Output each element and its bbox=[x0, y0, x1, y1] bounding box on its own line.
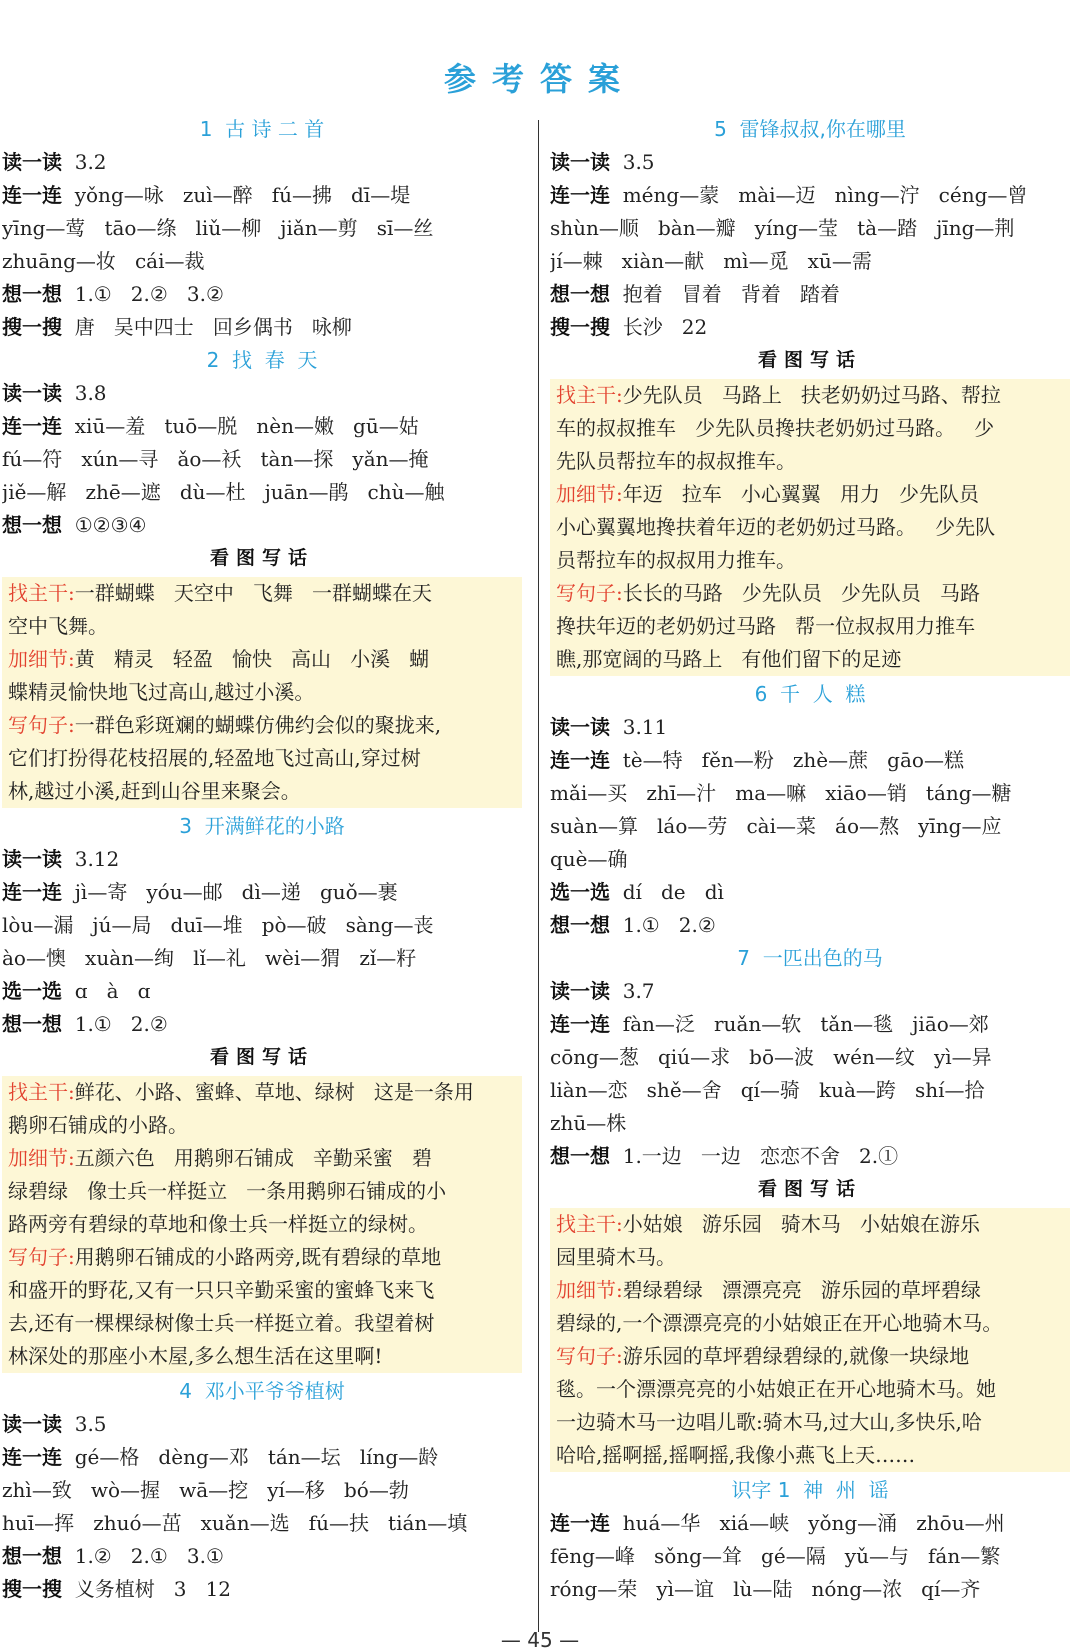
item-label: 连一连 bbox=[2, 414, 62, 438]
box-line bbox=[556, 1307, 1064, 1340]
box-text: 车的叔叔推车 少先队员搀扶老奶奶过马路。 少 bbox=[556, 416, 995, 440]
answer-line bbox=[550, 744, 1070, 777]
item-text: 1.① 2.② 3.② bbox=[74, 282, 224, 306]
answer-line bbox=[2, 311, 522, 344]
answer-line bbox=[2, 1408, 522, 1441]
section-heading: 4 邓小平爷爷植树 bbox=[179, 1379, 345, 1403]
step-label: 写句子: bbox=[8, 1245, 75, 1269]
answer-line bbox=[550, 975, 1070, 1008]
item-label: 连一连 bbox=[2, 183, 62, 207]
box-line bbox=[8, 1142, 516, 1175]
step-label: 写句子: bbox=[556, 1344, 623, 1368]
box-line bbox=[8, 676, 516, 709]
answer-line bbox=[550, 311, 1070, 344]
box-line bbox=[556, 1274, 1064, 1307]
box-text: 一边骑木马一边唱儿歌:骑木马,过大山,多快乐,哈 bbox=[556, 1410, 982, 1434]
item-text: 3.11 bbox=[622, 715, 668, 739]
answer-line bbox=[550, 1140, 1070, 1173]
answer-line bbox=[2, 179, 522, 212]
box-text: 五颜六色 用鹅卵石铺成 辛勤采蜜 碧 bbox=[74, 1146, 432, 1170]
box-line bbox=[556, 577, 1064, 610]
box-line bbox=[8, 742, 516, 775]
item-text: fàn—泛 ruǎn—软 tǎn—毯 jiāo—郊 bbox=[622, 1012, 989, 1036]
writing-answer-box bbox=[550, 1208, 1070, 1472]
box-line bbox=[8, 1175, 516, 1208]
box-text: 年迈 拉车 小心翼翼 用力 少先队员 bbox=[622, 482, 980, 506]
item-text: 唐 吴中四士 回乡偶书 咏柳 bbox=[74, 315, 352, 339]
box-line bbox=[8, 1109, 516, 1142]
box-text: 毯。一个漂漂亮亮的小姑娘正在开心地骑木马。她 bbox=[556, 1377, 996, 1401]
section-heading: 5 雷锋叔叔,你在哪里 bbox=[714, 117, 906, 141]
box-line bbox=[556, 478, 1064, 511]
answer-line bbox=[2, 1573, 522, 1606]
item-text: zhū—株 bbox=[550, 1111, 627, 1135]
step-label: 加细节: bbox=[556, 482, 623, 506]
box-line bbox=[8, 709, 516, 742]
box-line bbox=[556, 1241, 1064, 1274]
answer-line bbox=[2, 1474, 522, 1507]
answer-line bbox=[550, 212, 1070, 245]
item-text: shùn—顺 bàn—瓣 yíng—莹 tà—踏 jīng—荆 bbox=[550, 216, 1015, 240]
item-text: fēng—峰 sǒng—耸 gé—隔 yǔ—与 fán—繁 bbox=[550, 1544, 1001, 1568]
item-text: 长沙 22 bbox=[622, 315, 708, 339]
box-text: 鲜花、小路、蜜蜂、草地、绿树 这是一条用 bbox=[74, 1080, 474, 1104]
box-line bbox=[8, 1076, 516, 1109]
item-text: fú—符 xún—寻 ǎo—袄 tàn—探 yǎn—掩 bbox=[2, 447, 429, 471]
box-text: 用鹅卵石铺成的小路两旁,既有碧绿的草地 bbox=[74, 1245, 442, 1269]
item-text: yīng—莺 tāo—绦 liǔ—柳 jiǎn—剪 sī—丝 bbox=[2, 216, 434, 240]
box-text: 先队员帮拉车的叔叔推车。 bbox=[556, 449, 796, 473]
box-line bbox=[556, 511, 1064, 544]
box-text: 碧绿的,一个漂漂亮亮的小姑娘正在开心地骑木马。 bbox=[556, 1311, 1003, 1335]
answer-line bbox=[2, 1540, 522, 1573]
item-label: 选一选 bbox=[2, 979, 62, 1003]
step-label: 加细节: bbox=[556, 1278, 623, 1302]
section-heading: 7 一匹出色的马 bbox=[737, 946, 883, 970]
item-text: 3.12 bbox=[74, 847, 120, 871]
box-text: 碧绿碧绿 漂漂亮亮 游乐园的草坪碧绿 bbox=[622, 1278, 981, 1302]
answer-line bbox=[550, 876, 1070, 909]
item-text: huī—挥 zhuó—茁 xuǎn—选 fú—扶 tián—填 bbox=[2, 1511, 468, 1535]
answer-line bbox=[550, 1507, 1070, 1540]
item-text: lòu—漏 jú—局 duī—堆 pò—破 sàng—丧 bbox=[2, 913, 434, 937]
box-line bbox=[556, 1208, 1064, 1241]
answer-line bbox=[550, 1074, 1070, 1107]
step-label: 找主干: bbox=[8, 581, 75, 605]
answer-line bbox=[2, 377, 522, 410]
box-text: 路两旁有碧绿的草地和像士兵一样挺立的绿树。 bbox=[8, 1212, 428, 1236]
column-divider bbox=[538, 120, 539, 1632]
item-text: ①②③④ bbox=[74, 513, 147, 537]
item-text: cōng—葱 qiú—求 bō—波 wén—纹 yì—异 bbox=[550, 1045, 992, 1069]
item-text: jí—棘 xiàn—献 mì—觅 xū—需 bbox=[550, 249, 872, 273]
answer-line bbox=[550, 1008, 1070, 1041]
box-line bbox=[8, 1208, 516, 1241]
item-label: 搜一搜 bbox=[2, 1577, 62, 1601]
box-line bbox=[8, 643, 516, 676]
answer-line bbox=[2, 1008, 522, 1041]
box-line bbox=[556, 379, 1064, 412]
answer-line bbox=[2, 975, 522, 1008]
box-text: 一群蝴蝶 天空中 飞舞 一群蝴蝶在天 bbox=[74, 581, 432, 605]
writing-title: 看图写话 bbox=[757, 1178, 862, 1200]
box-text: 绿碧绿 像士兵一样挺立 一条用鹅卵石铺成的小 bbox=[8, 1179, 447, 1203]
item-label: 想一想 bbox=[2, 282, 62, 306]
item-text: 3.5 bbox=[622, 150, 655, 174]
answer-line bbox=[550, 1540, 1070, 1573]
item-label: 连一连 bbox=[550, 748, 610, 772]
box-line bbox=[8, 577, 516, 610]
box-line bbox=[556, 412, 1064, 445]
answer-line bbox=[2, 410, 522, 443]
item-text: jì—寄 yóu—邮 dì—递 guǒ—裹 bbox=[74, 880, 398, 904]
item-text: yǒng—咏 zuì—醉 fú—拂 dī—堤 bbox=[74, 183, 411, 207]
answer-line bbox=[2, 443, 522, 476]
answer-line bbox=[550, 179, 1070, 212]
item-text: xiū—羞 tuō—脱 nèn—嫩 gū—姑 bbox=[74, 414, 419, 438]
item-text: 1.一边 一边 恋恋不舍 2.① bbox=[622, 1144, 899, 1168]
item-text: tè—特 fěn—粉 zhè—蔗 gāo—糕 bbox=[622, 748, 964, 772]
item-label: 想一想 bbox=[2, 1012, 62, 1036]
page-number: — 45 — bbox=[500, 1628, 580, 1652]
item-label: 连一连 bbox=[2, 1445, 62, 1469]
writing-title: 看图写话 bbox=[757, 349, 862, 371]
item-text: zhì—致 wò—握 wā—挖 yí—移 bó—勃 bbox=[2, 1478, 409, 1502]
item-label: 读一读 bbox=[550, 979, 610, 1003]
item-text: 3.5 bbox=[74, 1412, 107, 1436]
writing-answer-box bbox=[550, 379, 1070, 676]
item-label: 搜一搜 bbox=[2, 315, 62, 339]
item-label: 想一想 bbox=[2, 1544, 62, 1568]
item-text: zhuāng—妆 cái—裁 bbox=[2, 249, 205, 273]
box-line bbox=[8, 1274, 516, 1307]
writing-title: 看图写话 bbox=[209, 1046, 314, 1068]
item-label: 选一选 bbox=[550, 880, 610, 904]
writing-title: 看图写话 bbox=[209, 547, 314, 569]
step-label: 加细节: bbox=[8, 1146, 75, 1170]
step-label: 写句子: bbox=[556, 581, 623, 605]
answer-line bbox=[550, 843, 1070, 876]
left-column bbox=[2, 113, 522, 1606]
answer-line bbox=[2, 245, 522, 278]
box-text: 去,还有一棵棵绿树像士兵一样挺立着。我望着树 bbox=[8, 1311, 435, 1335]
answer-line bbox=[2, 876, 522, 909]
box-line bbox=[8, 775, 516, 808]
item-label: 连一连 bbox=[2, 880, 62, 904]
answer-line bbox=[550, 245, 1070, 278]
box-text: 黄 精灵 轻盈 愉快 高山 小溪 蝴 bbox=[74, 647, 430, 671]
item-label: 想一想 bbox=[550, 282, 610, 306]
box-text: 哈哈,摇啊摇,摇啊摇,我像小燕飞上天…… bbox=[556, 1443, 916, 1467]
item-label: 想一想 bbox=[2, 513, 62, 537]
writing-answer-box bbox=[2, 1076, 522, 1373]
item-label: 读一读 bbox=[2, 150, 62, 174]
box-text: 员帮拉车的叔叔用力推车。 bbox=[556, 548, 796, 572]
step-label: 找主干: bbox=[556, 383, 623, 407]
box-line bbox=[556, 610, 1064, 643]
answer-line bbox=[2, 278, 522, 311]
answer-line bbox=[550, 1573, 1070, 1606]
item-label: 想一想 bbox=[550, 1144, 610, 1168]
box-text: 空中飞舞。 bbox=[8, 614, 108, 638]
item-text: jiě—解 zhē—遮 dù—杜 juān—鹃 chù—触 bbox=[2, 480, 445, 504]
step-label: 找主干: bbox=[8, 1080, 75, 1104]
box-text: 林,越过小溪,赶到山谷里来聚会。 bbox=[8, 779, 301, 803]
item-text: 义务植树 3 12 bbox=[74, 1577, 232, 1601]
answer-line bbox=[2, 476, 522, 509]
section-heading: 识字 1 神 州 谣 bbox=[731, 1478, 889, 1502]
box-text: 蝶精灵愉快地飞过高山,越过小溪。 bbox=[8, 680, 315, 704]
item-text: què—确 bbox=[550, 847, 628, 871]
box-text: 林深处的那座小木屋,多么想生活在这里啊! bbox=[8, 1344, 383, 1368]
box-line bbox=[556, 445, 1064, 478]
step-label: 加细节: bbox=[8, 647, 75, 671]
box-line bbox=[556, 643, 1064, 676]
item-text: suàn—算 láo—劳 cài—菜 áo—熬 yīng—应 bbox=[550, 814, 1002, 838]
box-line bbox=[556, 1406, 1064, 1439]
box-line bbox=[8, 610, 516, 643]
answer-line bbox=[2, 1441, 522, 1474]
box-text: 小心翼翼地搀扶着年迈的老奶奶过马路。 少先队 bbox=[556, 515, 996, 539]
answer-line bbox=[550, 278, 1070, 311]
box-text: 瞧,那宽阔的马路上 有他们留下的足迹 bbox=[556, 647, 902, 671]
page-title: 参考答案 bbox=[443, 60, 636, 98]
answer-line bbox=[550, 909, 1070, 942]
item-label: 读一读 bbox=[550, 715, 610, 739]
answer-line bbox=[2, 1507, 522, 1540]
answer-line bbox=[2, 843, 522, 876]
section-heading: 2 找 春 天 bbox=[206, 348, 318, 372]
answer-line bbox=[2, 212, 522, 245]
item-text: 1.① 2.② bbox=[74, 1012, 168, 1036]
item-text: ɑ à ɑ bbox=[74, 979, 151, 1003]
item-text: 3.2 bbox=[74, 150, 107, 174]
item-text: 1.② 2.① 3.① bbox=[74, 1544, 224, 1568]
step-label: 找主干: bbox=[556, 1212, 623, 1236]
item-text: huá—华 xiá—峡 yǒng—涌 zhōu—州 bbox=[622, 1511, 1005, 1535]
item-label: 读一读 bbox=[2, 1412, 62, 1436]
item-text: 1.① 2.② bbox=[622, 913, 716, 937]
answer-line bbox=[550, 711, 1070, 744]
answer-line bbox=[550, 1041, 1070, 1074]
box-line bbox=[556, 1340, 1064, 1373]
box-line bbox=[8, 1307, 516, 1340]
item-text: dí de dì bbox=[622, 880, 724, 904]
box-text: 和盛开的野花,又有一只只辛勤采蜜的蜜蜂飞来飞 bbox=[8, 1278, 435, 1302]
item-text: liàn—恋 shě—舍 qí—骑 kuà—跨 shí—拾 bbox=[550, 1078, 985, 1102]
box-line bbox=[8, 1241, 516, 1274]
answer-line bbox=[550, 146, 1070, 179]
item-label: 连一连 bbox=[550, 183, 610, 207]
section-heading: 6 千 人 糕 bbox=[754, 682, 866, 706]
box-line bbox=[556, 1439, 1064, 1472]
item-text: mǎi—买 zhī—汁 ma—嘛 xiāo—销 táng—糖 bbox=[550, 781, 1012, 805]
item-label: 读一读 bbox=[2, 381, 62, 405]
box-text: 小姑娘 游乐园 骑木马 小姑娘在游乐 bbox=[622, 1212, 980, 1236]
section-heading: 3 开满鲜花的小路 bbox=[179, 814, 345, 838]
item-text: róng—荣 yì—谊 lù—陆 nóng—浓 qí—齐 bbox=[550, 1577, 981, 1601]
item-text: 3.7 bbox=[622, 979, 655, 1003]
answer-line bbox=[550, 1107, 1070, 1140]
box-text: 少先队员 马路上 扶老奶奶过马路、帮拉 bbox=[622, 383, 1001, 407]
box-text: 一群色彩斑斓的蝴蝶仿佛约会似的聚拢来, bbox=[74, 713, 442, 737]
item-text: 3.8 bbox=[74, 381, 107, 405]
answer-line bbox=[550, 810, 1070, 843]
box-text: 游乐园的草坪碧绿碧绿的,就像一块绿地 bbox=[622, 1344, 970, 1368]
answer-line bbox=[2, 146, 522, 179]
item-text: 抱着 冒着 背着 踏着 bbox=[622, 282, 840, 306]
item-text: méng—蒙 mài—迈 nìng—泞 céng—曾 bbox=[622, 183, 1028, 207]
box-line bbox=[556, 1373, 1064, 1406]
answer-line bbox=[2, 942, 522, 975]
item-text: gé—格 dèng—邓 tán—坛 líng—龄 bbox=[74, 1445, 439, 1469]
item-label: 想一想 bbox=[550, 913, 610, 937]
box-text: 搀扶年迈的老奶奶过马路 帮一位叔叔用力推车 bbox=[556, 614, 976, 638]
right-column bbox=[550, 113, 1070, 1606]
item-label: 连一连 bbox=[550, 1012, 610, 1036]
box-line bbox=[556, 544, 1064, 577]
box-line bbox=[8, 1340, 516, 1373]
item-label: 搜一搜 bbox=[550, 315, 610, 339]
box-text: 长长的马路 少先队员 少先队员 马路 bbox=[622, 581, 980, 605]
step-label: 写句子: bbox=[8, 713, 75, 737]
box-text: 鹅卵石铺成的小路。 bbox=[8, 1113, 188, 1137]
answer-line bbox=[550, 777, 1070, 810]
answer-line bbox=[2, 509, 522, 542]
item-text: ào—懊 xuàn—绚 lǐ—礼 wèi—猬 zǐ—籽 bbox=[2, 946, 417, 970]
item-label: 读一读 bbox=[2, 847, 62, 871]
item-label: 读一读 bbox=[550, 150, 610, 174]
section-heading: 1 古 诗 二 首 bbox=[199, 117, 325, 141]
box-text: 它们打扮得花枝招展的,轻盈地飞过高山,穿过树 bbox=[8, 746, 421, 770]
item-label: 连一连 bbox=[550, 1511, 610, 1535]
writing-answer-box bbox=[2, 577, 522, 808]
answer-line bbox=[2, 909, 522, 942]
box-text: 园里骑木马。 bbox=[556, 1245, 676, 1269]
